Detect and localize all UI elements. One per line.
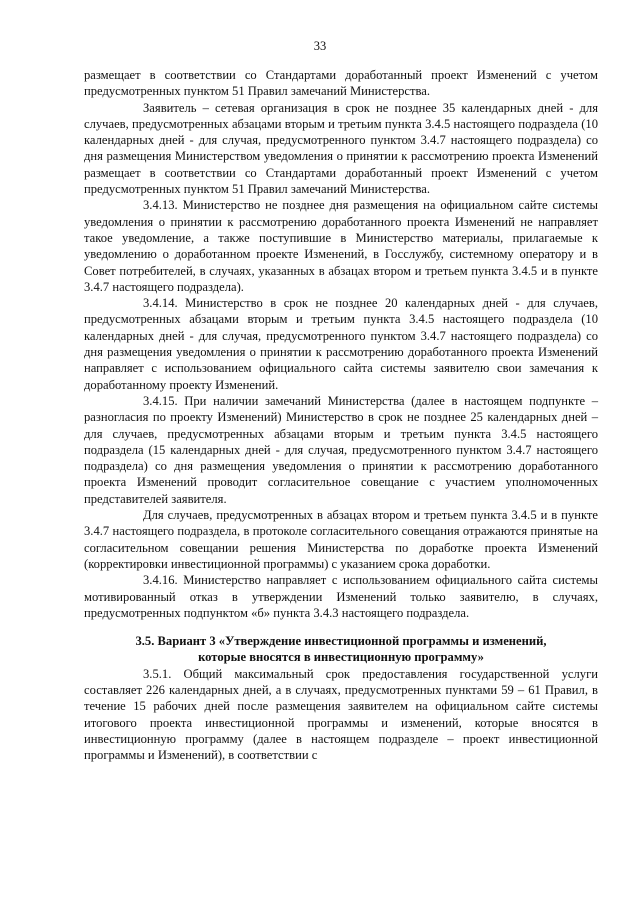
- paragraph-3-4-14: 3.4.14. Министерство в срок не позднее 20 календарных дней - для случаев, предусмотренных абзацами вторым и третьим пункта 3.4.5 настоящего подраздела (10 календарных дней - для случая, предусмотренного пунктом 3.4.7 настоящего подраздела) со дня размещения уведомления о принятии к рассмотрению доработанного проекта Изменений направляет с использованием официального сайта системы заявителю свои замечания к доработанному проекту Изменений.: [84, 296, 598, 392]
- document-body: [84, 67, 598, 763]
- paragraph-protocol-cases: Для случаев, предусмотренных в абзацах втором и третьем пункта 3.4.5 и в пункте 3.4.7 настоящего подраздела, в протоколе согласительного совещания отражаются принятые на согласительном совещании решения Министерства по доработке проекта Изменений (корректировки инвестиционной программы) с указанием срока доработки.: [84, 508, 598, 571]
- paragraph-3-4-13: 3.4.13. Министерство не позднее дня размещения на официальном сайте системы уведомления о принятии к рассмотрению доработанного проекта Изменений не направляет такое уведомление, а также поступившие в Министерство материалы, прилагаемые к уведомлению о доработанном проекте Изменений, в Госслужбу, системному оператору и в Совет потребителей, в случаях, указанных в абзацах втором и третьем пункта 3.4.5 и в пункте 3.4.7 настоящего подраздела).: [84, 198, 598, 294]
- paragraph-3-4-16: 3.4.16. Министерство направляет с использованием официального сайта системы мотивированный отказ в утверждении Изменений только заявителю, в случаях, предусмотренных подпунктом «б» пункта 3.4.3 настоящего подраздела.: [84, 573, 598, 620]
- section-heading-3-5: 3.5. Вариант 3 «Утверждение инвестиционной программы и изменений, которые вносятся в инвестиционную программу»: [135, 634, 547, 665]
- paragraph-applicant-deadline: Заявитель – сетевая организация в срок не позднее 35 календарных дней - для случаев, предусмотренных абзацами вторым и третьим пункта 3.4.5 настоящего подраздела (10 календарных дней - для случая, предусмотренного пунктом 3.4.7 настоящего подраздела) со дня размещения Министерством уведомления о принятии к рассмотрению проекта Изменений размещает в соответствии со Стандартами доработанный проект Изменений с учетом предусмотренных пунктом 51 Правил замечаний Министерства.: [84, 100, 598, 197]
- paragraph-3-4-15: 3.4.15. При наличии замечаний Министерства (далее в настоящем подпункте – разногласия по проекту Изменений) Министерство в срок не позднее 25 календарных дней – для случаев, предусмотренных абзацами вторым и третьим пункта 3.4.5 настоящего подраздела (15 календарных дней - для случая, предусмотренного пунктом 3.4.7 настоящего подраздела) со дня размещения уведомления о принятии к рассмотрению доработанного проекта Изменений проводит согласительное совещание с участием уполномоченных представителей заявителя.: [84, 393, 598, 506]
- paragraph-3-5-1: 3.5.1. Общий максимальный срок предоставления государственной услуги составляет 226 календарных дней, а в случаях, предусмотренных пунктами 59 – 61 Правил, в течение 15 рабочих дней после размещения заявителем на официальном сайте системы итогового проекта инвестиционной программы и изменений, которые вносятся в инвестиционную программу (далее в настоящем подразделе – проект инвестиционной программы и Изменений), в соответствии с: [84, 666, 598, 763]
- paragraph-continuation: размещает в соответствии со Стандартами доработанный проект Изменений с учетом предусмотренных пунктом 51 Правил замечаний Министерства.: [84, 68, 598, 99]
- page-number: 33: [313, 39, 327, 53]
